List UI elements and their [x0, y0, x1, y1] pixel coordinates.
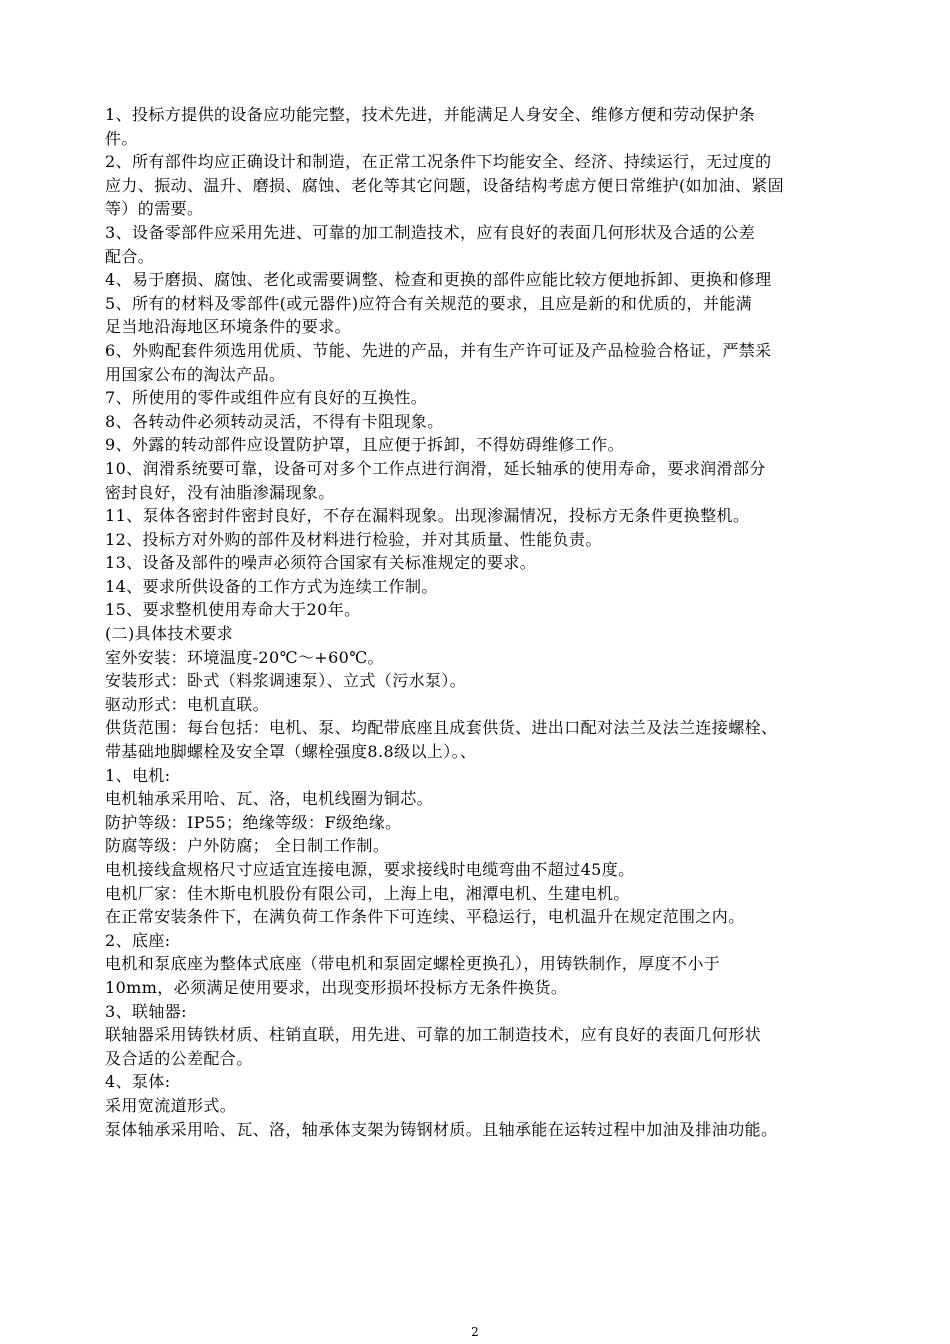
text-line: 联轴器采用铸铁材质、柱销直联，用先进、可靠的加工制造技术，应有良好的表面几何形状	[105, 1025, 762, 1045]
section-heading: (二)具体技术要求	[105, 624, 234, 644]
text-line: 6、外购配套件须选用优质、节能、先进的产品，并有生产许可证及产品检验合格证，严禁采	[105, 340, 772, 360]
text-line: 足当地沿海地区环境条件的要求。	[105, 317, 352, 337]
text-line: 1、投标方提供的设备应功能完整，技术先进，并能满足人身安全、维修方便和劳动保护条	[105, 105, 756, 124]
text-line: 防腐等级：户外防腐； 全日制工作制。	[105, 836, 390, 856]
text-line: 10mm，必须满足使用要求，出现变形损坏投标方无条件换货。	[105, 977, 568, 997]
subsection-heading: 4、泵体:	[105, 1072, 171, 1092]
subsection-heading: 1、电机:	[105, 765, 171, 785]
text-line: 电机和泵底座为整体式底座（带电机和泵固定螺栓更换孔），用铸铁制作，厚度不小于	[105, 954, 721, 974]
text-line: 供货范围：每台包括：电机、泵、均配带底座且成套供货、进出口配对法兰及法兰连接螺栓、	[105, 718, 778, 738]
text-line: 10、润滑系统要可靠，设备可对多个工作点进行润滑，延长轴承的使用寿命，要求润滑部分	[105, 458, 766, 478]
text-line: 14、要求所供设备的工作方式为连续工作制。	[105, 576, 438, 596]
text-line: 2、所有部件均应正确设计和制造，在正常工况条件下均能安全、经济、持续运行，无过度的	[105, 152, 772, 172]
text-line: 5、所有的材料及零部件(或元器件)应符合有关规范的要求，且应是新的和优质的，并能满	[105, 293, 753, 313]
text-line: 电机接线盒规格尺寸应适宜连接电源，要求接线时电缆弯曲不超过45度。	[105, 860, 635, 879]
text-line: 泵体轴承采用哈、瓦、洛，轴承体支架为铸钢材质。且轴承能在运转过程中加油及排油功能。	[105, 1119, 778, 1139]
text-line: 3、设备零部件应采用先进、可靠的加工制造技术，应有良好的表面几何形状及合适的公差	[105, 222, 756, 242]
text-line: 9、外露的转动部件应设置防护罩，且应便于拆卸，不得妨碍维修工作。	[105, 435, 624, 455]
text-line: 应力、振动、温升、磨损、腐蚀、老化等其它问题，设备结构考虑方便日常维护(如加油、紧固	[105, 175, 785, 195]
text-line: 电机轴承采用哈、瓦、洛，电机线圈为铜芯。	[105, 789, 434, 809]
text-line: 室外安装：环境温度-20℃～+60℃。	[105, 647, 384, 667]
text-line: 及合适的公差配合。	[105, 1048, 253, 1068]
text-line: 安装形式：卧式（料浆调速泵）、立式（污水泵）。	[105, 671, 467, 691]
text-line: 4、易于磨损、腐蚀、老化或需要调整、检查和更换的部件应能比较方便地拆卸、更换和修理	[105, 270, 772, 290]
text-line: 采用宽流道形式。	[105, 1095, 237, 1115]
text-line: 驱动形式：电机直联。	[105, 694, 270, 714]
text-line: 密封良好，没有油脂渗漏现象。	[105, 482, 335, 502]
text-line: 11、泵体各密封件密封良好，不存在漏料现象。出现渗漏情况，投标方无条件更换整机。	[105, 506, 750, 526]
text-line: 配合。	[105, 246, 155, 266]
text-line: 电机厂家：佳木斯电机股份有限公司，上海上电，湘潭电机、生建电机。	[105, 883, 630, 903]
text-line: 用国家公布的淘汰产品。	[105, 364, 286, 384]
subsection-heading: 2、底座:	[105, 930, 171, 950]
text-line: 在正常安装条件下，在满负荷工作条件下可连续、平稳运行，电机温升在规定范围之内。	[105, 907, 745, 927]
text-line: 防护等级：IP55；绝缘等级：F级绝缘。	[105, 812, 402, 832]
text-line: 15、要求整机使用寿命大于20年。	[105, 600, 361, 620]
document-body	[105, 103, 851, 1141]
page-number: 2	[471, 1325, 479, 1339]
text-line: 8、各转动件必须转动灵活，不得有卡阻现象。	[105, 411, 444, 431]
text-line: 12、投标方对外购的部件及材料进行检验，并对其质量、性能负责。	[105, 529, 602, 549]
text-line: 带基础地脚螺栓及安全罩（螺栓强度8.8级以上）。、	[105, 742, 477, 762]
text-line: 13、设备及部件的噪声必须符合国家有关标准规定的要求。	[105, 553, 537, 573]
text-line: 件。	[105, 128, 138, 148]
text-line: 7、所使用的零件或组件应有良好的互换性。	[105, 388, 428, 408]
subsection-heading: 3、联轴器:	[105, 1001, 187, 1021]
text-line: 等）的需要。	[105, 199, 204, 219]
